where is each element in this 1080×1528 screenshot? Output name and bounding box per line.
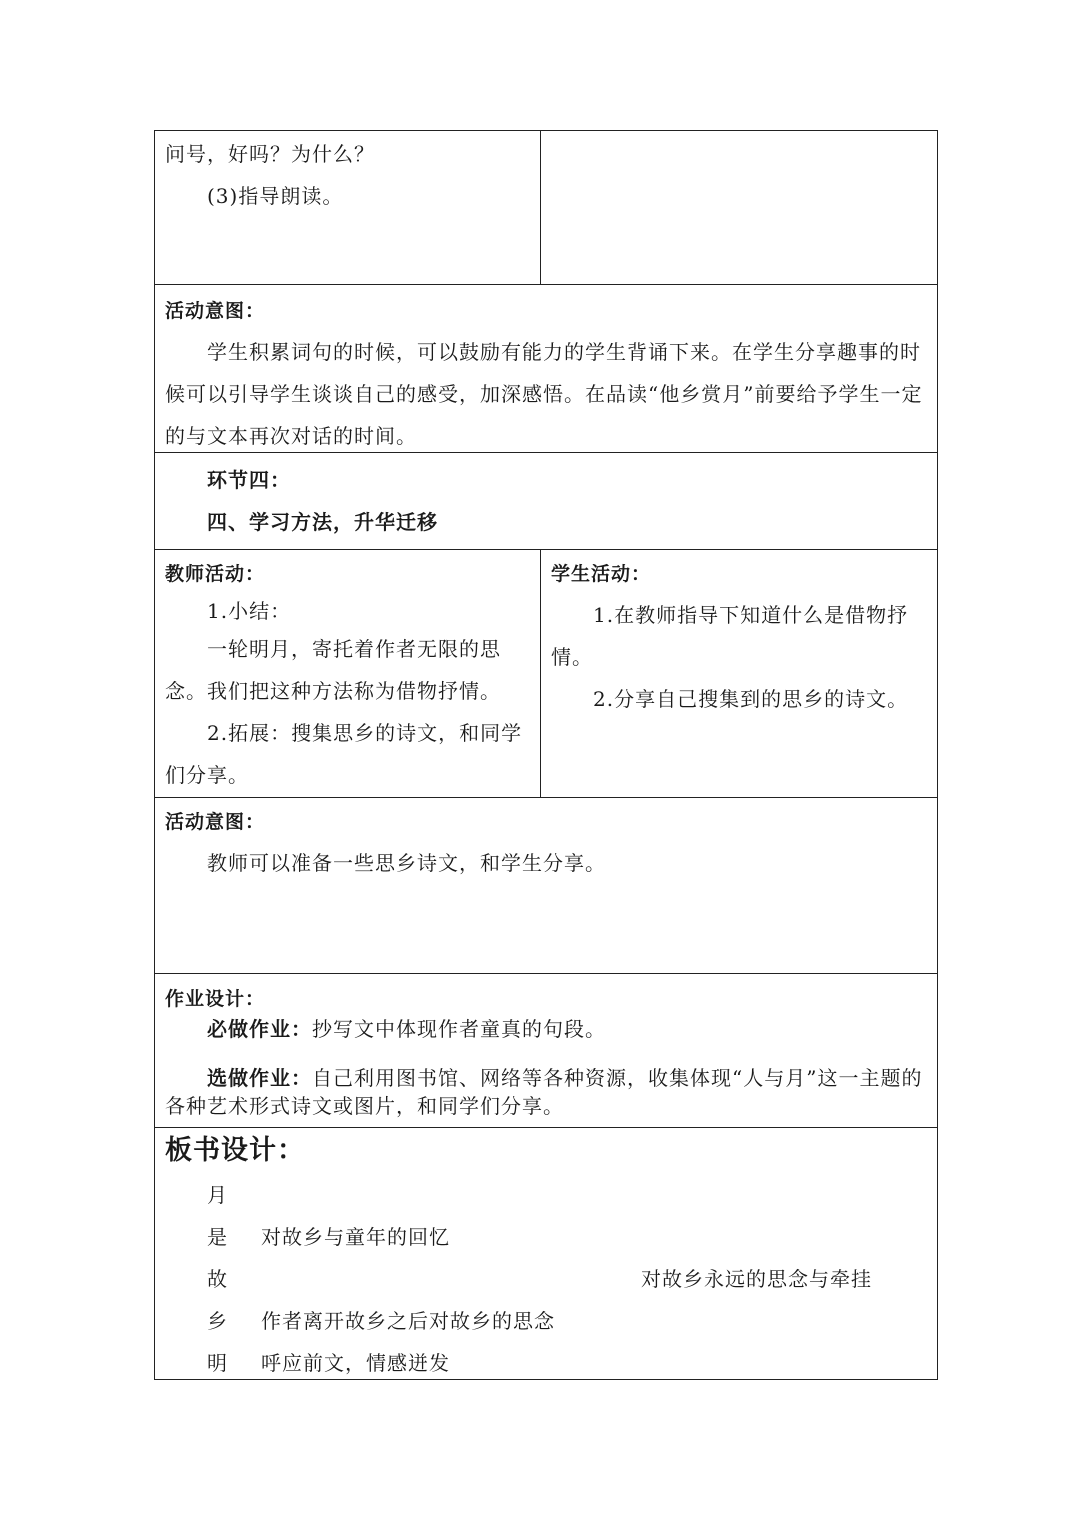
continuation-line-2: (3)指导朗读。 — [207, 184, 344, 208]
continuation-right-cell — [541, 131, 937, 284]
homework-required — [165, 1008, 927, 1050]
board-char: 月 — [207, 1183, 228, 1207]
board-char: 故 — [207, 1267, 228, 1291]
teacher-activity-cell — [155, 550, 541, 797]
board-far-text — [641, 1300, 927, 1342]
required-label: 必做作业： — [207, 1017, 312, 1041]
homework-optional — [165, 1064, 927, 1120]
board-far-text: 对故乡永远的思念与牵挂 — [641, 1267, 872, 1291]
board-line — [165, 1300, 927, 1342]
row-section-four — [154, 453, 938, 550]
row-homework — [154, 974, 938, 1128]
student-activity-heading: 学生活动： — [551, 563, 652, 585]
board-line — [165, 1342, 927, 1384]
board-far-text — [641, 1342, 927, 1384]
activity-intent-heading: 活动意图： — [165, 300, 266, 322]
student-item-1: 1.在教师指导下知道什么是借物抒情。 — [551, 603, 909, 669]
section-label: 环节四： — [207, 468, 291, 492]
board-text: 对故乡与童年的回忆 — [261, 1225, 450, 1249]
teacher-item-1: 1.小结： — [207, 599, 292, 623]
homework-heading: 作业设计： — [165, 988, 266, 1010]
row-activity-intent-1 — [154, 285, 938, 453]
board-heading: 板书设计： — [165, 1135, 305, 1166]
row-board-design — [154, 1128, 938, 1380]
board-char: 乡 — [207, 1309, 228, 1333]
optional-label: 选做作业： — [207, 1066, 312, 1090]
row-continuation — [154, 130, 938, 285]
row-activity-intent-2 — [154, 798, 938, 974]
board-line — [165, 1174, 927, 1216]
board-line — [165, 1258, 927, 1300]
required-text: 抄写文中体现作者童真的句段。 — [312, 1017, 606, 1041]
continuation-line-1: 问号，好吗？为什么？ — [165, 142, 375, 166]
board-far-text — [641, 1216, 927, 1258]
teacher-text-1: 一轮明月，寄托着作者无限的思念。我们把这种方法称为借物抒情。 — [165, 637, 501, 703]
row-activities — [154, 550, 938, 798]
board-line — [165, 1216, 927, 1258]
section-title: 四、学习方法，升华迁移 — [207, 510, 438, 534]
board-text — [261, 1174, 641, 1216]
board-text: 呼应前文，情感迸发 — [261, 1351, 450, 1375]
board-text — [261, 1258, 641, 1300]
continuation-left-cell — [155, 131, 541, 284]
board-text: 作者离开故乡之后对故乡的思念 — [261, 1309, 555, 1333]
optional-text: 自己利用图书馆、网络等各种资源，收集体现“人与月”这一主题的各种艺术形式诗文或图片，和同学们分享。 — [165, 1066, 923, 1118]
student-item-2: 2.分享自己搜集到的思乡的诗文。 — [593, 687, 909, 711]
teacher-item-2: 2.拓展：搜集思乡的诗文，和同学们分享。 — [165, 721, 523, 787]
activity-intent-2-heading: 活动意图： — [165, 811, 266, 833]
lesson-plan-table — [154, 130, 938, 1380]
activity-intent-2-text: 教师可以准备一些思乡诗文，和学生分享。 — [207, 851, 606, 875]
student-activity-cell — [541, 550, 937, 797]
board-char: 明 — [207, 1351, 228, 1375]
board-far-text — [641, 1174, 927, 1216]
board-char: 是 — [207, 1225, 228, 1249]
activity-intent-text: 学生积累词句的时候，可以鼓励有能力的学生背诵下来。在学生分享趣事的时候可以引导学生谈谈自己的感受，加深感悟。在品读“他乡赏月”前要给予学生一定的与文本再次对话的时间。 — [165, 340, 923, 448]
teacher-activity-heading: 教师活动： — [165, 563, 266, 585]
